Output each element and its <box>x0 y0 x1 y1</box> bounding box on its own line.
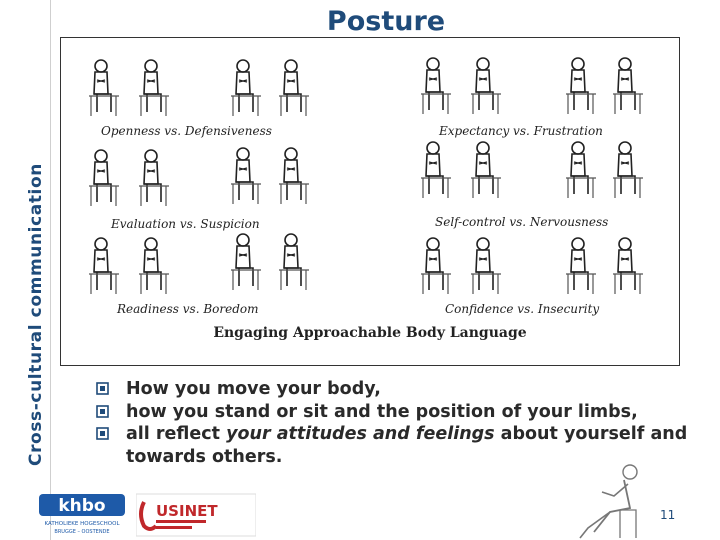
bullet-text: how you stand or sit and the position of your limbs, <box>126 401 638 422</box>
khbo-logo-subtitle: KATHOLIEKE HOGESCHOOL <box>44 521 120 527</box>
khbo-logo <box>33 492 129 538</box>
figure-bottom-caption: Engaging Approachable Body Language <box>213 325 527 341</box>
bullet-item <box>96 401 706 424</box>
caption-selfcontrol: Self-control vs. Nervousness <box>435 215 609 229</box>
slide-title: Posture <box>326 6 446 37</box>
sidebar <box>0 0 52 540</box>
bullet-list <box>96 378 706 468</box>
checkbox-bullet-icon <box>96 427 109 440</box>
khbo-logo-subtitle2: BRUGGE – OOSTENDE <box>54 529 110 535</box>
posture-figure <box>60 37 680 366</box>
caption-openness: Openness vs. Defensiveness <box>101 124 272 138</box>
checkbox-bullet-icon <box>96 382 109 395</box>
bullet-text-emphasis: your attitudes and feelings <box>226 424 495 444</box>
caption-readiness: Readiness vs. Boredom <box>117 302 259 316</box>
caption-expectancy: Expectancy vs. Frustration <box>439 124 603 138</box>
caption-confidence: Confidence vs. Insecurity <box>445 302 600 316</box>
bullet-text-pre: all reflect <box>126 424 227 444</box>
usinet-logo-text: USINET <box>156 502 218 520</box>
usinet-logo <box>136 492 256 538</box>
sidebar-divider <box>50 0 51 540</box>
bullet-text-post: about yourself and towards others. <box>126 424 688 467</box>
caption-evaluation: Evaluation vs. Suspicion <box>111 217 260 231</box>
page-number: 11 <box>660 508 676 522</box>
bullet-item <box>96 378 706 401</box>
checkbox-bullet-icon <box>96 405 109 418</box>
khbo-logo-text: khbo <box>58 496 106 516</box>
sitting-person-icon <box>574 462 646 540</box>
bullet-text: How you move your body, <box>126 379 381 399</box>
sidebar-label: Cross-cultural communication <box>26 163 46 466</box>
